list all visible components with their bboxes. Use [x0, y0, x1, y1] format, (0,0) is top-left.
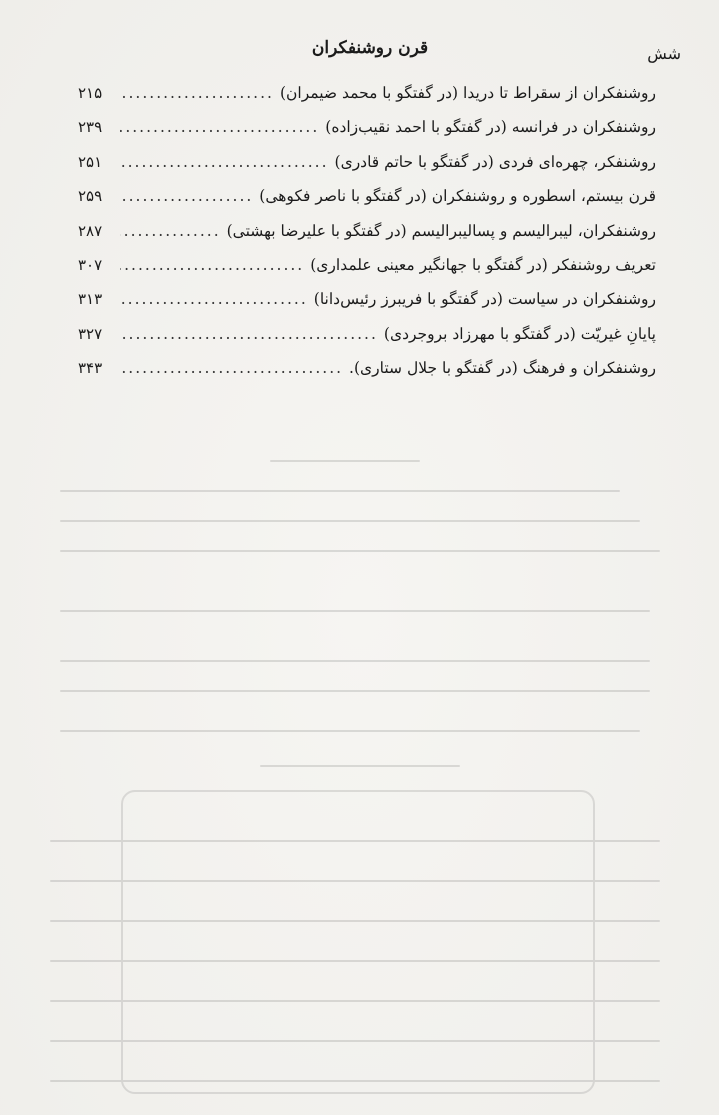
toc-entry-title: روشنفکران در سیاست (در گفتگو با فریبرز رئیس‌دانا)	[313, 290, 656, 309]
toc-entry-page: ۳۴۳	[78, 359, 103, 378]
table-of-contents	[78, 84, 656, 394]
bleed-line	[60, 490, 620, 492]
bleed-line	[50, 960, 660, 962]
toc-leader-dots	[120, 256, 304, 274]
bleed-line	[60, 610, 650, 612]
toc-entry	[78, 84, 656, 118]
toc-leader-dots	[120, 84, 274, 102]
toc-entry	[78, 153, 656, 187]
bleed-line	[60, 520, 640, 522]
toc-entry-page: ۲۵۹	[78, 187, 103, 206]
toc-entry	[78, 290, 656, 324]
toc-entry	[78, 222, 656, 256]
toc-entry-title: روشنفکران در فرانسه (در گفتگو با احمد نقیب‌زاده)	[325, 118, 656, 137]
bleed-line	[50, 920, 660, 922]
toc-leader-dots	[120, 187, 253, 205]
toc-entry-page: ۲۳۹	[78, 118, 103, 137]
bleed-frame	[121, 790, 595, 1094]
bleed-line	[60, 690, 650, 692]
toc-entry	[78, 187, 656, 221]
toc-entry	[78, 359, 656, 393]
toc-entry	[78, 256, 656, 290]
toc-entry-title: روشنفکران، لیبرالیسم و پسالیبرالیسم (در گفتگو با علیرضا بهشتی)	[226, 221, 656, 240]
bleed-line	[60, 660, 650, 662]
reverse-side-bleed-through	[40, 440, 680, 1100]
toc-leader-dots	[120, 222, 221, 240]
bleed-line	[50, 840, 660, 842]
bleed-line	[270, 460, 420, 462]
toc-entry-title: روشنفکران و فرهنگ (در گفتگو با جلال ستاری).	[349, 359, 656, 378]
toc-entry-title: تعریف روشنفکر (در گفتگو با جهانگیر معینی علمداری)	[310, 255, 656, 274]
toc-leader-dots	[120, 325, 378, 343]
toc-leader-dots	[120, 290, 308, 308]
toc-entry-title: روشنفکران از سقراط تا دریدا (در گفتگو با محمد ضیمران)	[279, 84, 656, 102]
bleed-line	[60, 730, 640, 732]
bleed-line	[50, 1040, 660, 1042]
bleed-line	[50, 1080, 660, 1082]
running-title: قرن روشنفکران	[311, 38, 429, 58]
bleed-line	[260, 765, 460, 767]
page-header	[0, 38, 719, 68]
toc-leader-dots	[120, 118, 319, 136]
bleed-line	[50, 1000, 660, 1002]
toc-entry-title: روشنفکر، چهره‌ای فردی (در گفتگو با حاتم قادری)	[334, 152, 656, 171]
bleed-line	[50, 880, 660, 882]
toc-entry-title: پایانِ غیریّت (در گفتگو با مهرزاد بروجردی)	[383, 324, 656, 343]
toc-entry	[78, 325, 656, 359]
toc-entry-page: ۳۲۷	[78, 324, 103, 343]
toc-leader-dots	[120, 153, 329, 171]
toc-entry-page: ۳۱۳	[78, 290, 103, 309]
toc-entry-page: ۲۸۷	[78, 221, 103, 240]
toc-entry-page: ۲۱۵	[78, 84, 103, 102]
toc-entry-page: ۳۰۷	[78, 255, 103, 274]
bleed-line	[60, 550, 660, 552]
page-folio: شش	[647, 44, 681, 63]
toc-leader-dots	[120, 359, 343, 377]
toc-entry	[78, 118, 656, 152]
toc-entry-page: ۲۵۱	[78, 152, 103, 171]
toc-entry-title: قرن بیستم، اسطوره و روشنفکران (در گفتگو با ناصر فکوهی)	[259, 187, 656, 206]
